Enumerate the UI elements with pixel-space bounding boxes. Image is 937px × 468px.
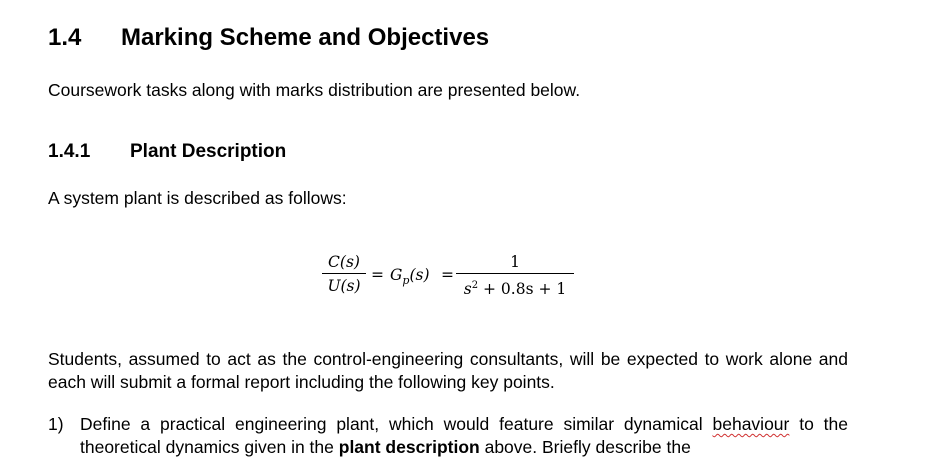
list-item-text-part2: to the theoretical dynamics given in the xyxy=(80,414,848,457)
fraction-bar xyxy=(456,273,574,274)
lhs-fraction xyxy=(322,253,366,295)
fraction-bar xyxy=(322,273,366,274)
section-intro: Coursework tasks along with marks distribution are presented below. xyxy=(48,80,581,100)
plant-symbol xyxy=(390,266,430,287)
list-item-text-part1: Define a practical engineering plant, which would feature similar dynamical xyxy=(80,414,713,434)
rhs-denominator-var: s xyxy=(463,280,472,299)
spellcheck-flagged-word[interactable]: behaviour xyxy=(712,414,790,434)
rhs-denominator-exponent: 2 xyxy=(471,280,479,291)
subsection-number: 1.4.1 xyxy=(48,141,91,162)
rhs-numerator: 1 xyxy=(510,253,520,271)
lhs-denominator: U(s) xyxy=(327,277,361,295)
list-item-bold-text: plant description xyxy=(338,437,480,457)
subsection-title: Plant Description xyxy=(130,141,287,162)
students-paragraph: Students, assumed to act as the control-engineering consultants, will be expected to work alone and each will submit a formal report including the following key points. xyxy=(48,349,848,392)
plant-symbol-subscript: p xyxy=(402,274,410,288)
list-item-marker: 1) xyxy=(48,414,64,434)
plant-symbol-letter: G xyxy=(390,266,403,284)
equals-sign-2: = xyxy=(441,266,454,284)
list-item-text xyxy=(80,413,848,459)
lhs-numerator: C(s) xyxy=(328,253,360,271)
rhs-denominator-rest: + 0.8s + 1 xyxy=(478,280,567,299)
rhs-denominator xyxy=(456,277,574,298)
equals-sign: = xyxy=(371,266,384,284)
section-number: 1.4 xyxy=(48,24,82,51)
plant-symbol-argument: (s) xyxy=(409,266,430,284)
plant-intro: A system plant is described as follows: xyxy=(48,188,347,208)
section-title: Marking Scheme and Objectives xyxy=(121,24,490,51)
list-item-text-part3: above. Briefly describe the xyxy=(479,437,691,457)
rhs-fraction xyxy=(456,253,574,298)
